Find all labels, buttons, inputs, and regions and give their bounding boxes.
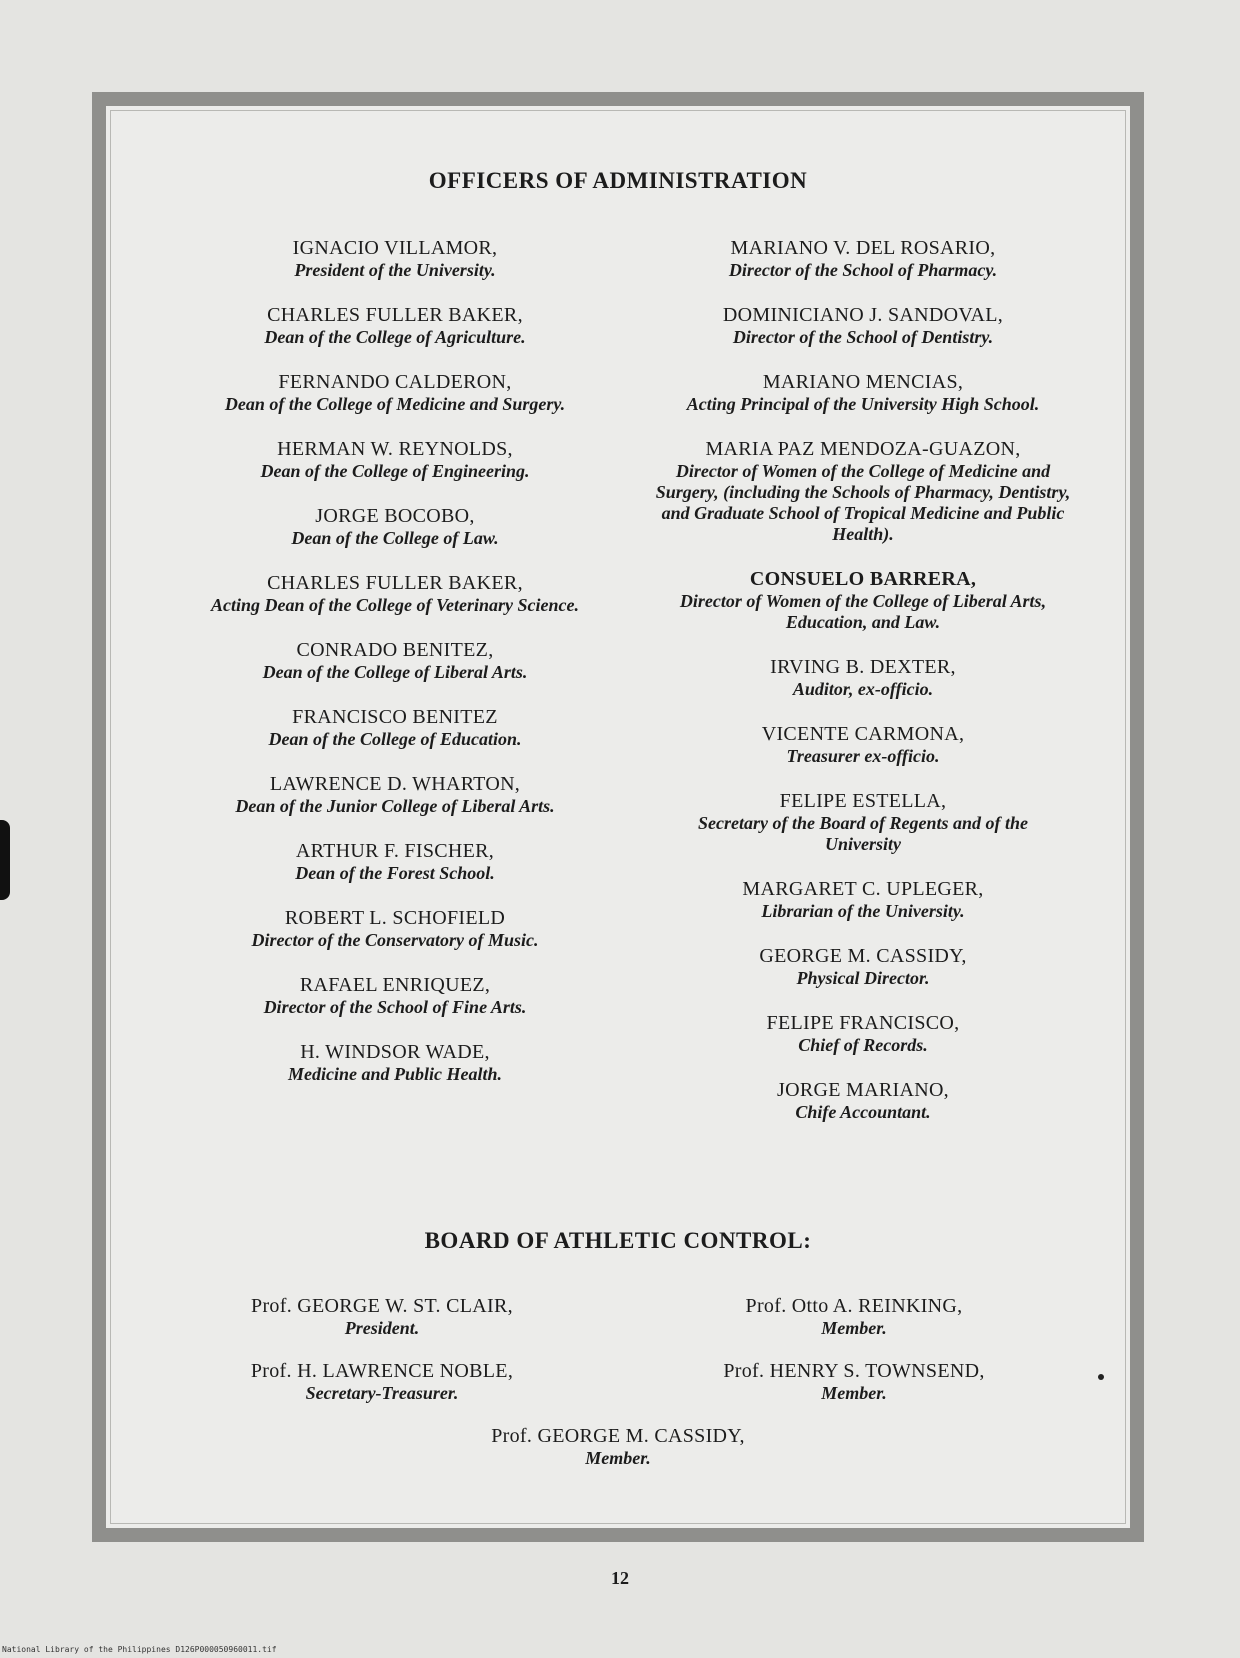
officer-title: Dean of the College of Engineering. [260,461,530,481]
officer-entry [628,722,1098,767]
officer-title: Medicine and Public Health. [288,1064,502,1084]
officer-entry [628,303,1098,348]
officer-name: MARIANO V. DEL ROSARIO, [730,237,996,259]
officer-title: Librarian of the University. [761,901,965,921]
officer-entry [628,1078,1098,1123]
officer-entry [628,1011,1098,1056]
officer-name: VICENTE CARMONA, [761,723,965,745]
board-member [634,1359,1074,1404]
board-member [162,1359,602,1404]
page-number: 12 [611,1568,629,1588]
officer-title: Director of the Conservatory of Music. [251,930,539,950]
officer-entry [160,571,630,616]
officer-name: FERNANDO CALDERON, [278,371,512,393]
officer-entry [628,437,1098,545]
officer-entry [628,877,1098,922]
board-heading: BOARD OF ATHLETIC CONTROL: [424,1228,812,1253]
board-member-name: Prof. Otto A. REINKING, [745,1295,963,1317]
officer-name: LAWRENCE D. WHARTON, [269,773,521,795]
officer-entry [160,437,630,482]
officers-left-column [160,236,630,1107]
officer-entry [628,944,1098,989]
officer-name: HERMAN W. REYNOLDS, [277,438,513,460]
stray-mark [1098,1374,1104,1380]
board-member-name: Prof. H. LAWRENCE NOBLE, [250,1360,514,1382]
officer-title: Director of Women of the College of Liberal Arts, Education, and Law. [679,591,1047,632]
board-member [634,1294,1074,1339]
officer-title: Chief of Records. [798,1035,928,1055]
officer-entry [628,370,1098,415]
officer-title: Dean of the College of Education. [268,729,522,749]
officer-title: Secretary of the Board of Regents and of the University [698,813,1028,854]
officer-name: JORGE MARIANO, [777,1079,949,1101]
officer-name: FELIPE ESTELLA, [779,790,947,812]
officer-title: Dean of the Junior College of Liberal Arts. [235,796,555,816]
officer-name: JORGE BOCOBO, [315,505,475,527]
officer-name: MARIA PAZ MENDOZA-GUAZON, [705,438,1021,460]
board-member-role: Member. [821,1383,887,1403]
officer-title: Dean of the College of Medicine and Surgery. [224,394,566,414]
officer-name: CHARLES FULLER BAKER, [267,304,523,326]
board-row [106,1359,1130,1404]
officer-title: Dean of the College of Agriculture. [264,327,526,347]
officer-title: Dean of the College of Liberal Arts. [262,662,528,682]
officer-entry [160,303,630,348]
board-members [106,1294,1130,1489]
officer-name: ARTHUR F. FISCHER, [295,840,495,862]
officer-entry [628,567,1098,633]
officer-title: Acting Principal of the University High School. [686,394,1040,414]
officer-entry [160,236,630,281]
officer-title: Director of Women of the College of Medicine and Surgery, (including the Schools of Pharmacy, Dentistry, and Graduate School of Tropical Medicine and Public Health). [655,461,1071,544]
board-row [106,1294,1130,1339]
officer-title: President of the University. [294,260,496,280]
officer-entry [160,370,630,415]
officer-entry [160,839,630,884]
officer-name: DOMINICIANO J. SANDOVAL, [722,304,1004,326]
officer-title: Acting Dean of the College of Veterinary Science. [211,595,579,615]
officer-name: MARGARET C. UPLEGER, [742,878,984,900]
officer-name: FELIPE FRANCISCO, [766,1012,960,1034]
board-member-role: Member. [821,1318,887,1338]
board-member-role: Secretary-Treasurer. [305,1383,459,1403]
officer-entry [160,1040,630,1085]
officer-name: IRVING B. DEXTER, [770,656,956,678]
officer-entry [160,772,630,817]
board-member [398,1424,838,1469]
board-member-role: President. [344,1318,420,1338]
officer-name: CHARLES FULLER BAKER, [267,572,523,594]
officer-name: CONSUELO BARRERA, [749,568,977,590]
footer-note: National Library of the Philippines D126P000050960011.tif [2,1645,277,1654]
board-member-name: Prof. HENRY S. TOWNSEND, [723,1360,985,1382]
officer-entry [160,906,630,951]
officer-title: Auditor, ex-officio. [792,679,934,699]
officer-entry [628,236,1098,281]
board-member-name: Prof. GEORGE M. CASSIDY, [491,1425,745,1447]
officer-name: IGNACIO VILLAMOR, [292,237,498,259]
officer-name: FRANCISCO BENITEZ [292,706,498,728]
officer-entry [628,789,1098,855]
officer-entry [160,638,630,683]
officer-name: CONRADO BENITEZ, [296,639,494,661]
officers-heading: OFFICERS OF ADMINISTRATION [428,168,808,193]
officer-title: Physical Director. [796,968,930,988]
officers-right-column [628,236,1098,1145]
board-member-name: Prof. GEORGE W. ST. CLAIR, [251,1295,513,1317]
page-frame [92,92,1144,1542]
officer-name: RAFAEL ENRIQUEZ, [299,974,491,996]
officer-title: Chife Accountant. [795,1102,931,1122]
edge-mark [0,820,10,900]
officer-title: Treasurer ex-officio. [786,746,940,766]
board-member [162,1294,602,1339]
officer-title: Director of the School of Fine Arts. [263,997,527,1017]
officer-title: Dean of the College of Law. [291,528,499,548]
officer-entry [160,504,630,549]
officer-title: Dean of the Forest School. [295,863,495,883]
officer-name: H. WINDSOR WADE, [300,1041,490,1063]
officer-title: Director of the School of Dentistry. [732,327,994,347]
officer-name: GEORGE M. CASSIDY, [759,945,967,967]
officer-title: Director of the School of Pharmacy. [728,260,998,280]
officer-name: ROBERT L. SCHOFIELD [284,907,506,929]
officer-entry [160,705,630,750]
board-member-role: Member. [585,1448,651,1468]
board-row [106,1424,1130,1469]
officer-name: MARIANO MENCIAS, [762,371,964,393]
officer-entry [160,973,630,1018]
officer-entry [628,655,1098,700]
